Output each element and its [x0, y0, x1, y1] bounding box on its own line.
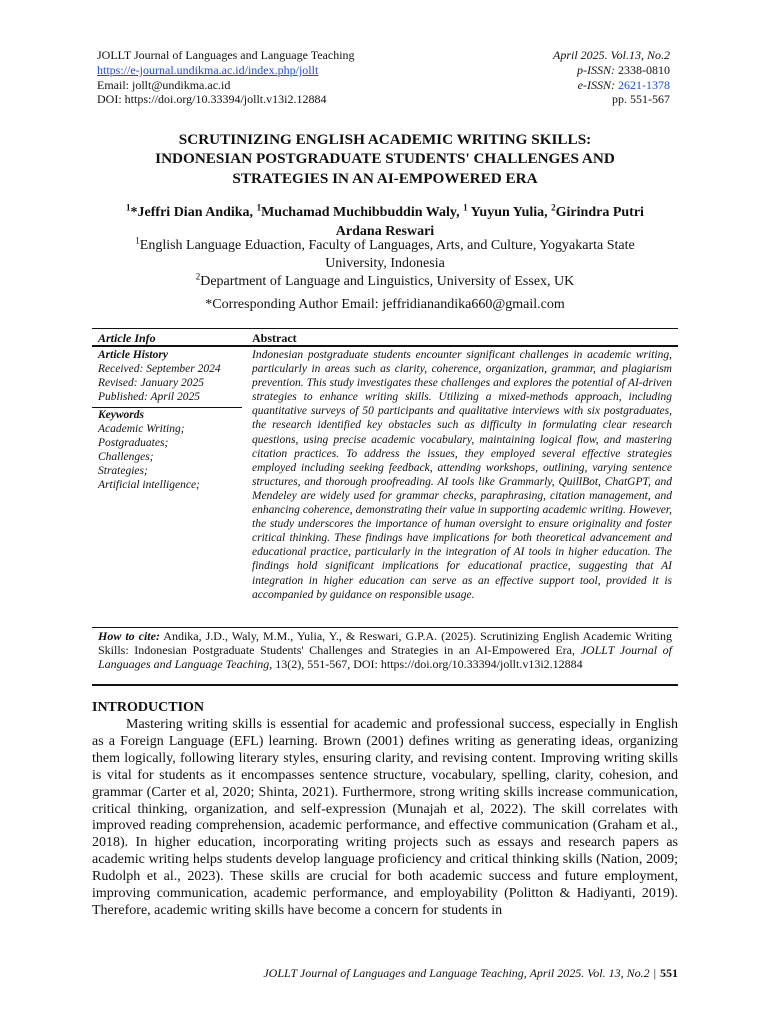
eissn-value: 2621-1378	[618, 77, 670, 92]
header-left	[97, 48, 355, 107]
page-footer	[92, 966, 678, 981]
pissn-label: p-ISSN:	[577, 62, 615, 77]
table-bottom-rule	[92, 684, 678, 686]
author-4-sup: 2	[551, 202, 556, 213]
introduction-paragraph: Mastering writing skills is essential for academic and professional success, especially in English as a Foreign Language (EFL) learning. Brown (2001) defines writing as generating ideas, organizing them logically, following literary styles, ensuring clarity, and revising content. Improving writing skills is vital for students as it encompasses sentence structure, vocabulary, spelling, clarity, cohesion, and grammar (Carter et al, 2020; Shinta, 2021). Furthermore, strong writing skills increase communication, critical thinking, organization, and self-expression (Munajah et al, 2022). The skill correlates with improved reading comprehension, academic performance, and effective communication (Graham et al., 2018). In higher education, incorporating writing projects such as essays and research papers as academic writing helps students develop language proficiency and critical thinking skills (Nation, 2009; Rudolph et al., 2023). These skills are crucial for both academic success and future employment, improving communication, academic performance, and employability (Politton & Hadiyanti, 2019). Therefore, academic writing skills have become a concern for students in	[92, 717, 678, 918]
keyword-item: Academic Writing;	[98, 423, 185, 435]
affiliation-1-line-1	[92, 237, 678, 255]
paper-title	[92, 130, 678, 188]
author-2-sup: 1	[256, 202, 262, 213]
article-doi: DOI: https://doi.org/10.33394/jollt.v13i2.12884	[97, 92, 327, 107]
citation-label: How to cite:	[98, 629, 160, 643]
citation-top-rule	[92, 627, 678, 628]
authors-line-2: Ardana Reswari	[335, 224, 435, 239]
keyword-item: Artificial intelligence;	[98, 479, 200, 491]
journal-url-link[interactable]: https://e-journal.undikma.ac.id/index.php/jollt	[97, 62, 319, 77]
article-info-heading: Article Info	[98, 331, 156, 345]
affiliation-2	[92, 273, 678, 291]
keyword-item: Postgraduates;	[98, 437, 169, 449]
article-info-column	[98, 348, 248, 492]
eissn	[553, 78, 670, 93]
author-3: Yuyun Yulia,	[467, 205, 552, 220]
keywords-heading: Keywords	[98, 409, 144, 421]
received-date: Received: September 2024	[98, 363, 221, 375]
author-3-sup: 1	[463, 202, 468, 213]
author-2: Muchamad Muchibbuddin Waly,	[261, 205, 464, 220]
citation-tail: 13(2), 551-567, DOI: https://doi.org/10.33394/jollt.v13i2.12884	[275, 657, 583, 672]
pissn	[553, 63, 670, 78]
citation-text: Andika, J.D., Waly, M.M., Yulia, Y., & Reswari, G.P.A. (2025). Scrutinizing English Academic Writing Skills: Indonesian Postgraduate Students' Challenges and Strategies in an AI-Empowered Era,	[98, 629, 672, 658]
abstract-text: Indonesian postgraduate students encounter significant challenges in academic writing, particularly in areas such as clarity, coherence, organization, grammar, and plagiarism prevention. This study investigates these challenges and explores the potential of AI-driven strategies to enhance writing skills. Utilizing a mixed-methods approach, including quantitative surveys of 50 participants and qualitative interviews with six postgraduates, the research identified key obstacles such as difficulty in formulating clear research questions, using precise academic vocabulary, maintaining logical flow, and mastering citation practices. To address the issues, they employed several effective strategies employed including seeking feedback, attending workshops, outlining, varying sentence structures, and thorough proofreading. AI tools like Grammarly, QuillBot, ChatGPT, and Mendeley are widely used for grammar checks, paraphrasing, citation management, and enhancing coherence, demonstrating their value in supporting academic writing. However, the study underscores the importance of human oversight to ensure originality and foster critical thinking. These findings have implications for both theoretical advancement and educational practice, particularly in the integration of AI tools in higher education. The findings hold significant implications for educational practice, suggesting that AI integration in higher education can serve as an effective support tool, provided it is accompanied by guidance on responsible usage.	[252, 349, 672, 601]
author-4: Girindra Putri	[555, 205, 644, 220]
pissn-value: 2338-0810	[618, 62, 670, 77]
title-line-2: INDONESIAN POSTGRADUATE STUDENTS' CHALLENGES AND	[155, 150, 615, 168]
citation-journal: JOLLT Journal of Languages and Language Teaching,	[98, 643, 672, 672]
eissn-label: e-ISSN:	[577, 77, 615, 92]
corresponding-author: *Corresponding Author Email: jeffridianandika660@gmail.com	[205, 297, 565, 312]
keyword-item: Strategies;	[98, 465, 148, 477]
keyword-item: Challenges;	[98, 451, 154, 463]
revised-date: Revised: January 2025	[98, 377, 205, 389]
footer-journal: JOLLT Journal of Languages and Language Teaching, April 2025. Vol. 13, No.2	[263, 966, 650, 980]
affiliation-1-line-2: University, Indonesia	[325, 256, 445, 271]
journal-name: JOLLT Journal of Languages and Language Teaching	[97, 48, 355, 62]
article-history-heading: Article History	[98, 349, 168, 361]
issue-info: April 2025. Vol.13, No.2	[552, 48, 670, 62]
table-top-rule	[92, 328, 678, 329]
how-to-cite	[98, 629, 672, 672]
footer-separator: |	[653, 966, 656, 980]
affiliation-2-text: Department of Language and Linguistics, University of Essex, UK	[200, 274, 575, 289]
abstract-heading: Abstract	[252, 331, 297, 345]
introduction-heading: INTRODUCTION	[92, 700, 205, 715]
author-1-sup: 1	[126, 202, 131, 213]
title-line-3: STRATEGIES IN AN AI-EMPOWERED ERA	[232, 169, 538, 187]
author-1: *Jeffri Dian Andika,	[130, 205, 257, 220]
header-right	[553, 48, 670, 107]
affiliation-1-sup: 1	[135, 235, 140, 246]
page-range: pp. 551-567	[612, 92, 670, 107]
author-list	[92, 203, 678, 241]
affiliation-2-sup: 2	[195, 271, 201, 282]
affiliation-1-text: English Language Eduaction, Faculty of Languages, Arts, and Culture, Yogyakarta State	[139, 238, 635, 253]
affiliation-1	[92, 237, 678, 273]
journal-email: Email: jollt@undikma.ac.id	[97, 77, 231, 92]
published-date: Published: April 2025	[98, 391, 201, 403]
authors-line-1	[92, 203, 678, 222]
title-line-1: SCRUTINIZING ENGLISH ACADEMIC WRITING SKILLS:	[178, 131, 592, 148]
table-header-rule	[92, 345, 678, 347]
page-number: 551	[660, 966, 678, 980]
